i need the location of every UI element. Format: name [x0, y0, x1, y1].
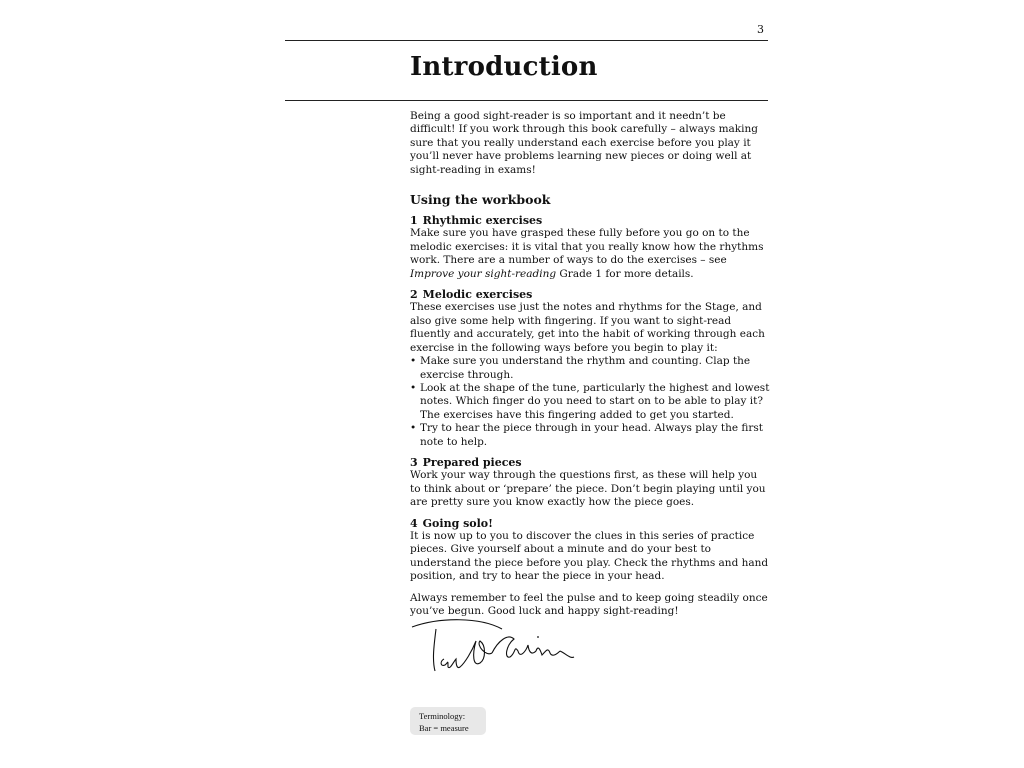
section-solo: [410, 517, 770, 584]
sub-heading-text: Prepared pieces: [422, 455, 522, 469]
content: [410, 110, 770, 618]
sub-heading-text: Going solo!: [422, 516, 493, 530]
text-part: Make sure you have grasped these fully before you go on to the melodic exercises: it is vital that you really know how the rhythms work. There are a number of ways to do the exercises – see: [410, 227, 764, 267]
sub-heading-text: Melodic exercises: [422, 288, 533, 302]
sub-heading-number: 1: [410, 214, 418, 228]
sub-heading-number: 3: [410, 455, 418, 469]
signature-image: [410, 615, 580, 685]
section-text: [410, 227, 770, 281]
bullet-item: • Try to hear the piece through in your head. Always play the first note to help.: [410, 422, 770, 449]
note-line: Bar = measure: [419, 723, 469, 733]
intro-paragraph: Being a good sight-reader is so important and it needn’t be difficult! If you work through this book carefully – always making sure that you really understand each exercise before you play it you’ll never have problems learning new pieces or doing well at sight-reading in exams!: [410, 110, 759, 176]
terminology-note: [410, 707, 486, 735]
bullet-item: • Look at the shape of the tune, particularly the highest and lowest notes. Which finger do you need to start on to be able to play it? The exercises have this fingering added to get you started.: [410, 382, 770, 422]
page-number: 3: [757, 23, 764, 36]
sub-heading-text: Rhythmic exercises: [422, 214, 543, 228]
bullet-list: [410, 355, 770, 449]
sub-heading: [410, 517, 770, 530]
closing-paragraph: Always remember to feel the pulse and to keep going steadily once you’ve begun. Good luck and happy sight-reading!: [410, 591, 768, 617]
text-part: Grade 1 for more details.: [556, 267, 694, 280]
section-rhythmic: [410, 214, 770, 281]
sub-heading-number: 2: [410, 288, 418, 302]
section-text: These exercises use just the notes and rhythms for the Stage, and also give some help with fingering. If you want to sight-read fluently and accurately, get into the habit of working through each exercise in the following ways before you begin to play it:: [410, 301, 765, 354]
section-text: It is now up to you to discover the clues in this series of practice pieces. Give yourself about a minute and do your best to understand the piece before you play. Check the rhythms and hand position, and try to hear the piece in your head.: [410, 529, 769, 583]
section-prepared: [410, 456, 770, 510]
book-title: Improve your sight-reading: [410, 267, 557, 280]
sub-heading-number: 4: [410, 516, 418, 530]
section-heading: Using the workbook: [410, 192, 551, 208]
header-rule-top: [285, 40, 768, 41]
sub-heading: [410, 214, 770, 227]
sub-heading: [410, 288, 770, 301]
bullet-item: • Make sure you understand the rhythm and counting. Clap the exercise through.: [410, 355, 770, 382]
header-rule-bottom: [285, 100, 768, 101]
section-text: Work your way through the questions first, as these will help you to think about or ‘prepare’ the piece. Don’t begin playing until you are pretty sure you know exactly how the piece goes.: [410, 469, 766, 509]
section-melodic: [410, 288, 770, 449]
note-line: Terminology:: [419, 711, 466, 721]
page-title: Introduction: [410, 52, 598, 82]
sub-heading: [410, 456, 770, 469]
